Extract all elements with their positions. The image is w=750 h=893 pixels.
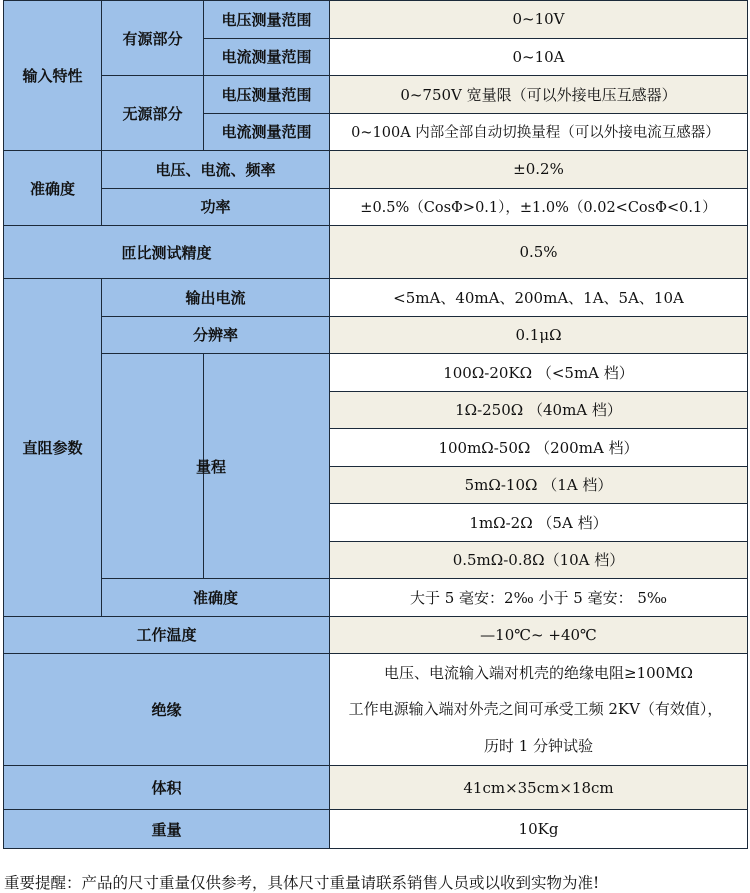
weight-label: 重量 <box>4 810 330 849</box>
passive-current-range-label: 电流测量范围 <box>204 113 330 151</box>
volume-label: 体积 <box>4 766 330 810</box>
temperature-label: 工作温度 <box>4 616 330 654</box>
insulation-line-2: 工作电源输入端对外壳之间可承受工频 2KV（有效值）， <box>348 700 723 719</box>
range-value: 1mΩ-2Ω （5A 档） <box>330 504 748 542</box>
range-value: 5mΩ-10Ω （1A 档） <box>330 466 748 504</box>
passive-current-value: 0~100A 内部全部自动切换量程（可以外接电流互感器） <box>330 113 748 151</box>
vif-value: ±0.2% <box>330 151 748 189</box>
active-voltage-value: 0~10V <box>330 1 748 39</box>
vif-label: 电压、电流、频率 <box>102 151 330 189</box>
insulation-value <box>330 654 748 766</box>
spec-table <box>3 0 748 849</box>
ratio-accuracy-label: 匝比测试精度 <box>4 226 330 279</box>
insulation-line-3: 历时 1 分钟试验 <box>483 736 594 755</box>
input-characteristics-label: 输入特性 <box>4 1 102 151</box>
voltage-range-label: 电压测量范围 <box>204 1 330 39</box>
range-label-spacer <box>102 354 204 579</box>
passive-voltage-value: 0~750V 宽量限（可以外接电压互感器） <box>330 76 748 114</box>
dc-accuracy-label: 准确度 <box>102 579 330 617</box>
active-current-value: 0~10A <box>330 38 748 76</box>
insulation-label: 绝缘 <box>4 654 330 766</box>
ratio-accuracy-value: 0.5% <box>330 226 748 279</box>
active-part-label: 有源部分 <box>102 1 204 76</box>
range-value: 100mΩ-50Ω （200mA 档） <box>330 429 748 467</box>
range-value: 100Ω-20KΩ （<5mA 档） <box>330 354 748 392</box>
power-value: ±0.5%（CosΦ>0.1），±1.0%（0.02<CosΦ<0.1） <box>330 188 748 226</box>
footer-note: 重要提醒：产品的尺寸重量仅供参考，具体尺寸重量请联系销售人员或以收到实物为准! <box>4 874 600 892</box>
resolution-label: 分辨率 <box>102 316 330 354</box>
dc-resistance-label: 直阻参数 <box>4 279 102 617</box>
output-current-value: <5mA、40mA、200mA、1A、5A、10A <box>330 279 748 317</box>
passive-voltage-range-label: 电压测量范围 <box>204 76 330 114</box>
insulation-line-1: 电压、电流输入端对机壳的绝缘电阻≥100MΩ <box>384 663 693 682</box>
power-label: 功率 <box>102 188 330 226</box>
accuracy-label: 准确度 <box>4 151 102 226</box>
current-range-label: 电流测量范围 <box>204 38 330 76</box>
weight-value: 10Kg <box>330 810 748 849</box>
range-label: 量程 <box>204 354 330 579</box>
passive-part-label: 无源部分 <box>102 76 204 151</box>
dc-accuracy-value: 大于 5 毫安：2‰ 小于 5 毫安： 5‰ <box>330 579 748 617</box>
resolution-value: 0.1μΩ <box>330 316 748 354</box>
temperature-value: —10℃~ +40℃ <box>330 616 748 654</box>
volume-value: 41cm×35cm×18cm <box>330 766 748 810</box>
output-current-label: 输出电流 <box>102 279 330 317</box>
range-value: 0.5mΩ-0.8Ω（10A 档） <box>330 541 748 579</box>
range-value: 1Ω-250Ω （40mA 档） <box>330 391 748 429</box>
